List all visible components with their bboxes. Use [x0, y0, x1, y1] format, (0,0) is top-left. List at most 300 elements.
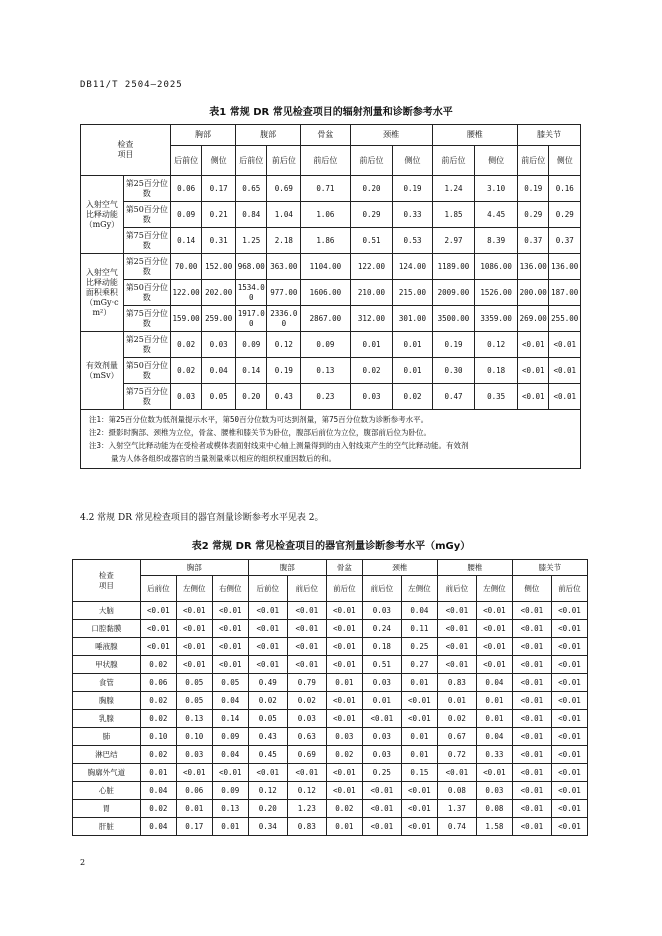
table1-value-cell: 0.37 — [518, 228, 549, 254]
table2-value-cell: 0.02 — [140, 800, 176, 818]
table1-value-cell: 3359.00 — [475, 306, 518, 332]
table2-value-cell: 0.01 — [401, 674, 437, 692]
table1-value-cell: 0.43 — [267, 384, 301, 410]
table2-value-cell: <0.01 — [287, 638, 326, 656]
table2-value-cell: 0.02 — [437, 710, 476, 728]
table1-value-cell: 0.19 — [518, 176, 549, 202]
table2-row — [73, 674, 588, 692]
table2-value-cell: 0.11 — [401, 620, 437, 638]
table1-value-cell: 0.20 — [236, 384, 267, 410]
table2-row — [73, 782, 588, 800]
table2-value-cell: <0.01 — [551, 602, 587, 620]
table2-subheader: 前后位 — [437, 576, 476, 602]
table1-header-row — [81, 125, 581, 146]
table1-value-cell: 122.00 — [170, 280, 201, 306]
table2-value-cell: 0.79 — [287, 674, 326, 692]
table1-value-cell: <0.01 — [549, 384, 581, 410]
table1-note: 量为人体各组织或器官的当量剂量乘以相应的组织权重因数后的和。 — [111, 454, 336, 463]
table2-value-cell: 0.03 — [362, 674, 401, 692]
table2-value-cell: <0.01 — [326, 782, 362, 800]
table1-value-cell: 1189.00 — [432, 254, 475, 280]
table2-value-cell: <0.01 — [551, 620, 587, 638]
table2-value-cell: <0.01 — [512, 800, 551, 818]
table2-value-cell: <0.01 — [437, 638, 476, 656]
table2-value-cell: 0.02 — [140, 710, 176, 728]
table1-value-cell: 0.01 — [393, 332, 432, 358]
table2-value-cell: 0.03 — [287, 710, 326, 728]
table2-value-cell: <0.01 — [512, 764, 551, 782]
table2-value-cell: 0.67 — [437, 728, 476, 746]
table2-value-cell: 0.25 — [401, 638, 437, 656]
table2-value-cell: <0.01 — [512, 782, 551, 800]
table2-subheader: 左侧位 — [176, 576, 212, 602]
table2-value-cell: 0.02 — [140, 692, 176, 710]
table1-value-cell: 2867.00 — [301, 306, 350, 332]
table1-value-cell: 0.05 — [202, 384, 236, 410]
table1-value-cell: 124.00 — [393, 254, 432, 280]
table1-value-cell: 0.47 — [432, 384, 475, 410]
table1-value-cell: 136.00 — [549, 254, 581, 280]
table1-value-cell: 259.00 — [202, 306, 236, 332]
table2-subheader: 后前位 — [248, 576, 287, 602]
table1-row — [81, 332, 581, 358]
table2-value-cell: <0.01 — [362, 818, 401, 836]
table2-value-cell: 0.03 — [362, 728, 401, 746]
table2-value-cell: 0.14 — [212, 710, 248, 728]
table2-value-cell: 0.01 — [401, 746, 437, 764]
table2-value-cell: <0.01 — [512, 638, 551, 656]
table2-value-cell: 0.03 — [326, 728, 362, 746]
table1-value-cell: 0.04 — [202, 358, 236, 384]
table2-value-cell: 0.25 — [362, 764, 401, 782]
table2-value-cell: <0.01 — [176, 620, 212, 638]
table2-value-cell: 0.01 — [326, 674, 362, 692]
table2-value-cell: <0.01 — [551, 782, 587, 800]
table1-percentile-label: 第25百分位数 — [123, 332, 170, 358]
table2-value-cell: <0.01 — [326, 656, 362, 674]
table2-value-cell: <0.01 — [512, 818, 551, 836]
table1-value-cell: 0.09 — [301, 332, 350, 358]
table1-value-cell: 0.31 — [202, 228, 236, 254]
table2 — [72, 559, 588, 836]
table2-value-cell: 0.02 — [248, 692, 287, 710]
table2-group-header: 胸部 — [140, 560, 248, 576]
table1-value-cell: 0.16 — [549, 176, 581, 202]
table2-value-cell: 0.43 — [248, 728, 287, 746]
table2-value-cell: <0.01 — [248, 638, 287, 656]
table1-percentile-label: 第25百分位数 — [123, 176, 170, 202]
table2-value-cell: 0.49 — [248, 674, 287, 692]
table1-row — [81, 228, 581, 254]
table1-notes-row — [81, 410, 581, 469]
table1-quantity-label: 入射空气 比释动能 面积乘积 （mGy·cm²） — [81, 254, 124, 332]
table2-value-cell: <0.01 — [551, 674, 587, 692]
table2-value-cell: 0.05 — [176, 674, 212, 692]
table1-corner: 检查 项目 — [81, 125, 171, 176]
table1-value-cell: 0.37 — [549, 228, 581, 254]
table1-note: 注2：摄影时胸部、颈椎为立位，骨盆、腰椎和膝关节为卧位，腹部后前位为立位，腹部前后位为卧位。 — [89, 428, 432, 437]
table1-value-cell: 0.18 — [475, 358, 518, 384]
table1-group-header: 腰椎 — [432, 125, 517, 146]
table1-title: 表1 常规 DR 常见检查项目的辐射剂量和诊断参考水平 — [209, 107, 453, 118]
table1-value-cell: 0.06 — [170, 176, 201, 202]
table2-value-cell: <0.01 — [512, 602, 551, 620]
table1-value-cell: 0.29 — [350, 202, 393, 228]
table2-value-cell: <0.01 — [326, 764, 362, 782]
table2-value-cell: <0.01 — [287, 656, 326, 674]
table2-value-cell: <0.01 — [176, 656, 212, 674]
table1-value-cell: 977.00 — [267, 280, 301, 306]
table2-value-cell: <0.01 — [512, 710, 551, 728]
table1-row — [81, 384, 581, 410]
table2-value-cell: <0.01 — [476, 602, 512, 620]
table2-value-cell: 0.02 — [326, 746, 362, 764]
table1-value-cell: 210.00 — [350, 280, 393, 306]
table2-value-cell: 0.09 — [212, 782, 248, 800]
table1-value-cell: 1104.00 — [301, 254, 350, 280]
table2-value-cell: <0.01 — [476, 620, 512, 638]
table1-value-cell: 0.03 — [170, 384, 201, 410]
table2-value-cell: <0.01 — [551, 692, 587, 710]
table1-value-cell: 0.19 — [432, 332, 475, 358]
table2-value-cell: <0.01 — [401, 818, 437, 836]
table2-value-cell: 0.27 — [401, 656, 437, 674]
table2-value-cell: <0.01 — [140, 620, 176, 638]
table2-value-cell: <0.01 — [176, 602, 212, 620]
table2-organ-label: 胃 — [73, 800, 141, 818]
table1-value-cell: 301.00 — [393, 306, 432, 332]
table2-value-cell: <0.01 — [551, 764, 587, 782]
table2-organ-label: 胸廓外气道 — [73, 764, 141, 782]
table2-value-cell: 0.13 — [212, 800, 248, 818]
table1-value-cell: 122.00 — [350, 254, 393, 280]
table1-quantity-label: 入射空气 比释动能 （mGy） — [81, 176, 124, 254]
table2-row — [73, 638, 588, 656]
table1-percentile-label: 第50百分位数 — [123, 358, 170, 384]
table2-value-cell: <0.01 — [326, 692, 362, 710]
table2-value-cell: 0.20 — [248, 800, 287, 818]
table2-value-cell: 0.02 — [326, 800, 362, 818]
table1-row — [81, 176, 581, 202]
table1-value-cell: 0.29 — [518, 202, 549, 228]
table2-value-cell: 0.72 — [437, 746, 476, 764]
table1-value-cell: 0.19 — [267, 358, 301, 384]
table2-value-cell: <0.01 — [401, 710, 437, 728]
table1-value-cell: 0.12 — [267, 332, 301, 358]
table1-value-cell: 363.00 — [267, 254, 301, 280]
table1-value-cell: <0.01 — [549, 332, 581, 358]
table1-value-cell: 152.00 — [202, 254, 236, 280]
table2-subheader: 侧位 — [512, 576, 551, 602]
table2-value-cell: <0.01 — [287, 620, 326, 638]
table2-value-cell: <0.01 — [437, 602, 476, 620]
table2-value-cell: <0.01 — [326, 620, 362, 638]
table2-value-cell: <0.01 — [212, 764, 248, 782]
table1-value-cell: 3.10 — [475, 176, 518, 202]
table2-value-cell: 0.01 — [401, 728, 437, 746]
table1-value-cell: 159.00 — [170, 306, 201, 332]
table1-value-cell: 187.00 — [549, 280, 581, 306]
table2-value-cell: <0.01 — [326, 602, 362, 620]
table1-value-cell: 3500.00 — [432, 306, 475, 332]
table1-percentile-label: 第50百分位数 — [123, 280, 170, 306]
table2-value-cell: 0.03 — [476, 782, 512, 800]
table1-value-cell: 0.13 — [301, 358, 350, 384]
table2-value-cell: 0.04 — [140, 818, 176, 836]
table1-value-cell: 70.00 — [170, 254, 201, 280]
table2-value-cell: 0.01 — [476, 692, 512, 710]
table2-subheader-row — [73, 576, 588, 602]
table2-value-cell: <0.01 — [512, 692, 551, 710]
table1-subheader: 前后位 — [301, 146, 350, 176]
table1-value-cell: 0.12 — [475, 332, 518, 358]
table1-percentile-label: 第50百分位数 — [123, 202, 170, 228]
table2-value-cell: 0.05 — [212, 674, 248, 692]
table1-value-cell: 2.18 — [267, 228, 301, 254]
table1-value-cell: 0.65 — [236, 176, 267, 202]
table2-organ-label: 心脏 — [73, 782, 141, 800]
table1-subheader: 侧位 — [549, 146, 581, 176]
table2-value-cell: 0.83 — [437, 674, 476, 692]
table1-value-cell: <0.01 — [518, 358, 549, 384]
table1-value-cell: <0.01 — [518, 384, 549, 410]
table2-row — [73, 818, 588, 836]
table2-value-cell: <0.01 — [476, 656, 512, 674]
table1-note: 注3：入射空气比释动能为在受检者或模体表面射线束中心轴上测量得到的由入射线束产生的空气比释动能。有效剂 — [89, 441, 469, 450]
table1-value-cell: 1917.00 — [236, 306, 267, 332]
table2-subheader: 右侧位 — [212, 576, 248, 602]
table1-subheader: 侧位 — [202, 146, 236, 176]
table2-value-cell: 0.06 — [140, 674, 176, 692]
table2-value-cell: 0.83 — [287, 818, 326, 836]
table2-row — [73, 602, 588, 620]
table1-value-cell: 968.00 — [236, 254, 267, 280]
table2-value-cell: 0.15 — [401, 764, 437, 782]
table2-value-cell: <0.01 — [362, 800, 401, 818]
table2-group-header: 骨盆 — [326, 560, 362, 576]
table2-value-cell: 0.01 — [437, 692, 476, 710]
table1-value-cell: 0.17 — [202, 176, 236, 202]
table2-value-cell: 0.03 — [176, 746, 212, 764]
table2-row — [73, 620, 588, 638]
table1-value-cell: 0.53 — [393, 228, 432, 254]
table2-title: 表2 常规 DR 常见检查项目的器官剂量诊断参考水平（mGy） — [191, 541, 471, 552]
table2-value-cell: 1.58 — [476, 818, 512, 836]
table2-organ-label: 唾液腺 — [73, 638, 141, 656]
table2-value-cell: <0.01 — [326, 710, 362, 728]
table1-percentile-label: 第25百分位数 — [123, 254, 170, 280]
table1-value-cell: 269.00 — [518, 306, 549, 332]
table2-value-cell: 0.34 — [248, 818, 287, 836]
table2-value-cell: <0.01 — [362, 782, 401, 800]
table2-group-header: 膝关节 — [512, 560, 587, 576]
table1-value-cell: 0.30 — [432, 358, 475, 384]
table2-value-cell: <0.01 — [401, 782, 437, 800]
table2-value-cell: 0.03 — [362, 602, 401, 620]
table1-value-cell: 8.39 — [475, 228, 518, 254]
table1-value-cell: 0.01 — [350, 332, 393, 358]
table1-value-cell: 0.03 — [350, 384, 393, 410]
table1-value-cell: 200.00 — [518, 280, 549, 306]
table1-value-cell: <0.01 — [549, 358, 581, 384]
table1-subheader: 后前位 — [170, 146, 201, 176]
table2-value-cell: 0.05 — [248, 710, 287, 728]
section-paragraph: 4.2 常规 DR 常见检查项目的器官剂量诊断参考水平见表 2。 — [80, 513, 324, 523]
table2-value-cell: 0.01 — [326, 818, 362, 836]
table1-value-cell: 0.21 — [202, 202, 236, 228]
table2-value-cell: 0.24 — [362, 620, 401, 638]
table1-value-cell: 0.01 — [393, 358, 432, 384]
table2-value-cell: <0.01 — [140, 638, 176, 656]
table1-value-cell: 0.09 — [236, 332, 267, 358]
table2-value-cell: <0.01 — [437, 620, 476, 638]
table2-header-row — [73, 560, 588, 576]
table2-value-cell: 0.04 — [401, 602, 437, 620]
table2-value-cell: <0.01 — [212, 638, 248, 656]
table2-row — [73, 656, 588, 674]
table2-value-cell: <0.01 — [512, 674, 551, 692]
table2-row — [73, 728, 588, 746]
table2-value-cell: <0.01 — [512, 620, 551, 638]
table1-subheader: 前后位 — [518, 146, 549, 176]
table1-value-cell: 1.24 — [432, 176, 475, 202]
table2-organ-label: 甲状腺 — [73, 656, 141, 674]
table1-percentile-label: 第75百分位数 — [123, 384, 170, 410]
table2-value-cell: <0.01 — [476, 764, 512, 782]
table1-value-cell: 2.97 — [432, 228, 475, 254]
table1-row — [81, 254, 581, 280]
table2-organ-label: 食管 — [73, 674, 141, 692]
table1-value-cell: 1.25 — [236, 228, 267, 254]
table1-value-cell: 0.20 — [350, 176, 393, 202]
table1-subheader: 后前位 — [236, 146, 267, 176]
table2-value-cell: <0.01 — [551, 728, 587, 746]
page-number: 2 — [80, 858, 86, 867]
table2-value-cell: 0.03 — [362, 746, 401, 764]
table2-row — [73, 692, 588, 710]
document-code: DB11/T 2504—2025 — [80, 80, 183, 90]
table1-row — [81, 306, 581, 332]
table1-value-cell: 1.86 — [301, 228, 350, 254]
table2-value-cell: <0.01 — [551, 656, 587, 674]
table2-value-cell: 1.23 — [287, 800, 326, 818]
table2-value-cell: <0.01 — [212, 620, 248, 638]
table2-value-cell: 0.08 — [437, 782, 476, 800]
table1-value-cell: 0.51 — [350, 228, 393, 254]
table2-value-cell: 0.01 — [476, 710, 512, 728]
table1 — [80, 124, 581, 469]
table1-value-cell: 136.00 — [518, 254, 549, 280]
table2-organ-label: 胸腺 — [73, 692, 141, 710]
table1-group-header: 颈椎 — [350, 125, 432, 146]
table1-row — [81, 202, 581, 228]
table1-value-cell: 2009.00 — [432, 280, 475, 306]
table1-group-header: 腹部 — [236, 125, 301, 146]
table1-subheader: 侧位 — [393, 146, 432, 176]
table2-value-cell: 0.63 — [287, 728, 326, 746]
table2-subheader: 前后位 — [551, 576, 587, 602]
table2-value-cell: 0.51 — [362, 656, 401, 674]
table1-value-cell: 0.02 — [170, 332, 201, 358]
table1-value-cell: 1.85 — [432, 202, 475, 228]
table1-quantity-label: 有效剂量 （mSv） — [81, 332, 124, 410]
table1-percentile-label: 第75百分位数 — [123, 306, 170, 332]
table1-subheader: 侧位 — [475, 146, 518, 176]
table2-value-cell: <0.01 — [551, 710, 587, 728]
table1-value-cell: 4.45 — [475, 202, 518, 228]
table2-value-cell: 0.74 — [437, 818, 476, 836]
table2-value-cell: <0.01 — [551, 638, 587, 656]
table2-organ-label: 大脑 — [73, 602, 141, 620]
table2-value-cell: <0.01 — [140, 602, 176, 620]
table2-value-cell: 0.01 — [212, 818, 248, 836]
table1-value-cell: 0.84 — [236, 202, 267, 228]
table2-row — [73, 746, 588, 764]
table2-value-cell: 0.69 — [287, 746, 326, 764]
table2-value-cell: <0.01 — [176, 638, 212, 656]
table2-subheader: 前后位 — [362, 576, 401, 602]
table1-value-cell: 0.69 — [267, 176, 301, 202]
table2-subheader: 左侧位 — [476, 576, 512, 602]
table2-value-cell: <0.01 — [248, 602, 287, 620]
table2-value-cell: <0.01 — [212, 602, 248, 620]
table1-value-cell: 0.02 — [170, 358, 201, 384]
table2-value-cell: <0.01 — [176, 764, 212, 782]
table1-value-cell: 255.00 — [549, 306, 581, 332]
table2-value-cell: 1.37 — [437, 800, 476, 818]
table1-value-cell: 0.02 — [350, 358, 393, 384]
table2-value-cell: <0.01 — [248, 620, 287, 638]
table1-value-cell: 202.00 — [202, 280, 236, 306]
table2-value-cell: 0.10 — [176, 728, 212, 746]
table2-group-header: 颈椎 — [362, 560, 437, 576]
table2-corner: 检查 项目 — [73, 560, 141, 602]
table1-value-cell: 1086.00 — [475, 254, 518, 280]
table2-value-cell: <0.01 — [326, 638, 362, 656]
table2-value-cell: 0.04 — [476, 728, 512, 746]
table2-value-cell: 0.01 — [176, 800, 212, 818]
table2-organ-label: 肺 — [73, 728, 141, 746]
table2-subheader: 后前位 — [140, 576, 176, 602]
table2-value-cell: 0.45 — [248, 746, 287, 764]
table1-value-cell: 0.02 — [393, 384, 432, 410]
table2-value-cell: 0.04 — [140, 782, 176, 800]
table2-organ-label: 乳腺 — [73, 710, 141, 728]
table1-subheader: 前后位 — [350, 146, 393, 176]
table2-value-cell: 0.04 — [212, 692, 248, 710]
table1-value-cell: 1.04 — [267, 202, 301, 228]
table2-value-cell: <0.01 — [212, 656, 248, 674]
table1-value-cell: 312.00 — [350, 306, 393, 332]
table2-value-cell: <0.01 — [248, 656, 287, 674]
table2-value-cell: 0.18 — [362, 638, 401, 656]
table2-value-cell: <0.01 — [401, 692, 437, 710]
table1-value-cell: 0.35 — [475, 384, 518, 410]
table2-value-cell: 0.04 — [476, 674, 512, 692]
table2-organ-label: 肝脏 — [73, 818, 141, 836]
table2-value-cell: 0.01 — [362, 692, 401, 710]
table2-value-cell: 0.02 — [287, 692, 326, 710]
table2-value-cell: 0.08 — [476, 800, 512, 818]
table2-organ-label: 口腔黏膜 — [73, 620, 141, 638]
table2-value-cell: <0.01 — [437, 764, 476, 782]
table2-value-cell: <0.01 — [362, 710, 401, 728]
table2-subheader: 前后位 — [287, 576, 326, 602]
table2-value-cell: <0.01 — [287, 764, 326, 782]
table1-value-cell: <0.01 — [518, 332, 549, 358]
table2-value-cell: <0.01 — [512, 728, 551, 746]
table2-value-cell: <0.01 — [551, 818, 587, 836]
